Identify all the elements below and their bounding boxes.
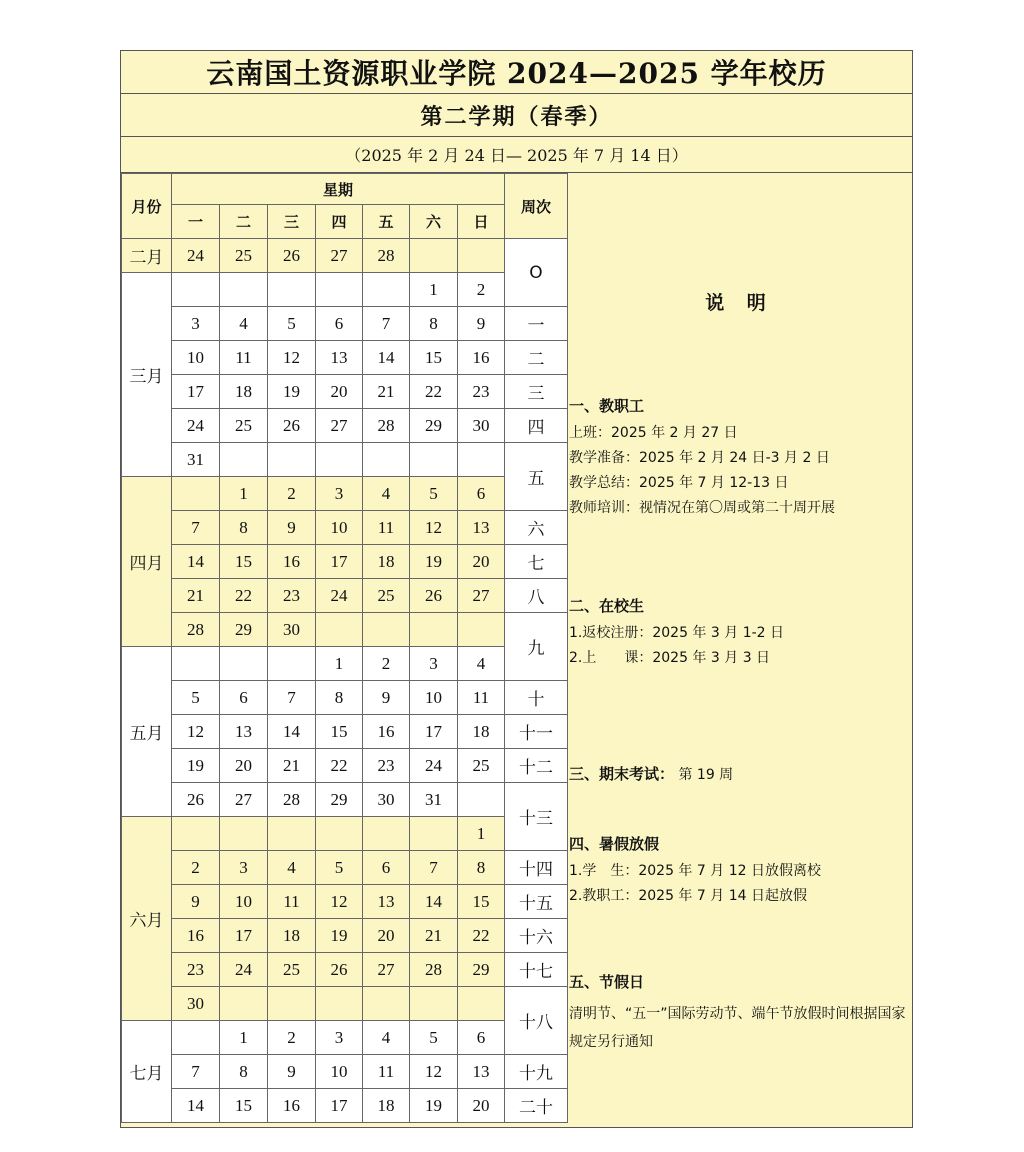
day-cell <box>363 987 410 1021</box>
day-cell: 12 <box>172 715 220 749</box>
day-cell: 7 <box>363 307 410 341</box>
day-cell: 19 <box>410 1089 458 1123</box>
day-cell: 14 <box>172 1089 220 1123</box>
notes-section-students <box>569 595 908 674</box>
document-title: 云南国土资源职业学院 2024—2025 学年校历 <box>206 57 827 90</box>
day-cell: 31 <box>410 783 458 817</box>
calendar-row <box>122 749 568 783</box>
day-cell: 11 <box>268 885 316 919</box>
note-line: 教学准备：2025 年 2 月 24 日-3 月 2 日 <box>569 450 830 466</box>
notes-panel <box>567 173 912 1127</box>
day-cell: 23 <box>363 749 410 783</box>
section-heading: 三、期末考试： <box>569 765 675 783</box>
day-cell <box>172 1021 220 1055</box>
day-cell <box>220 647 268 681</box>
day-cell <box>172 817 220 851</box>
day-cell: 8 <box>316 681 363 715</box>
day-cell: 11 <box>363 1055 410 1089</box>
calendar-row <box>122 477 568 511</box>
day-cell: 24 <box>410 749 458 783</box>
notes-section-summer <box>569 833 908 912</box>
week-number: 五 <box>505 443 568 511</box>
day-cell: 20 <box>458 1089 505 1123</box>
week-number: 八 <box>505 579 568 613</box>
day-cell: 29 <box>220 613 268 647</box>
month-label: 二月 <box>122 239 172 273</box>
day-cell: 30 <box>458 409 505 443</box>
day-cell <box>172 477 220 511</box>
day-cell: 25 <box>268 953 316 987</box>
day-cell <box>172 273 220 307</box>
day-cell <box>458 987 505 1021</box>
day-cell: 16 <box>458 341 505 375</box>
day-cell: 19 <box>410 545 458 579</box>
week-number: 四 <box>505 409 568 443</box>
day-cell: 9 <box>363 681 410 715</box>
section-heading: 二、在校生 <box>569 597 645 615</box>
day-cell: 28 <box>410 953 458 987</box>
day-cell <box>316 443 363 477</box>
day-cell: 11 <box>458 681 505 715</box>
calendar-row <box>122 545 568 579</box>
day-cell: 13 <box>458 1055 505 1089</box>
day-cell: 20 <box>316 375 363 409</box>
date-range-row <box>121 137 912 173</box>
calendar-row <box>122 1021 568 1055</box>
day-cell <box>458 613 505 647</box>
notes-section-holidays <box>569 971 908 1062</box>
day-cell <box>458 239 505 273</box>
day-cell: 16 <box>268 1089 316 1123</box>
day-cell: 4 <box>363 477 410 511</box>
calendar-row <box>122 817 568 851</box>
day-cell: 12 <box>268 341 316 375</box>
week-number: 七 <box>505 545 568 579</box>
week-number: 十三 <box>505 783 568 851</box>
day-cell: 30 <box>268 613 316 647</box>
day-cell: 18 <box>363 545 410 579</box>
day-cell <box>316 817 363 851</box>
day-cell: 26 <box>268 409 316 443</box>
day-cell: 28 <box>363 409 410 443</box>
weekday-label: 日 <box>458 205 505 239</box>
day-cell: 28 <box>268 783 316 817</box>
calendar-row <box>122 681 568 715</box>
month-label: 七月 <box>122 1021 172 1123</box>
calendar-row <box>122 443 568 477</box>
day-cell: 26 <box>268 239 316 273</box>
day-cell <box>220 817 268 851</box>
calendar-row <box>122 1089 568 1123</box>
day-cell <box>410 443 458 477</box>
weekday-label: 二 <box>220 205 268 239</box>
month-label: 三月 <box>122 273 172 477</box>
day-cell <box>316 613 363 647</box>
day-cell: 8 <box>220 511 268 545</box>
note-line: 教师培训：视情况在第〇周或第二十周开展 <box>569 500 835 516</box>
day-cell: 1 <box>220 1021 268 1055</box>
weekday-label: 三 <box>268 205 316 239</box>
week-number: 一 <box>505 307 568 341</box>
calendar-row <box>122 919 568 953</box>
day-cell: 30 <box>172 987 220 1021</box>
week-number: 六 <box>505 511 568 545</box>
day-cell: 14 <box>363 341 410 375</box>
day-cell: 3 <box>316 1021 363 1055</box>
day-cell: 27 <box>458 579 505 613</box>
day-cell: 17 <box>316 1089 363 1123</box>
day-cell: 19 <box>268 375 316 409</box>
day-cell: 2 <box>268 1021 316 1055</box>
note-line: 清明节、“五一”国际劳动节、端午节放假时间根据国家规定另行通知 <box>569 1006 906 1050</box>
day-cell: 9 <box>458 307 505 341</box>
day-cell: 23 <box>268 579 316 613</box>
notes-section-staff <box>569 395 908 524</box>
day-cell: 16 <box>363 715 410 749</box>
day-cell: 19 <box>172 749 220 783</box>
day-cell: 5 <box>172 681 220 715</box>
day-cell: 3 <box>220 851 268 885</box>
day-cell: 26 <box>172 783 220 817</box>
day-cell: 27 <box>363 953 410 987</box>
day-cell: 18 <box>268 919 316 953</box>
calendar-row <box>122 341 568 375</box>
day-cell: 6 <box>220 681 268 715</box>
day-cell: 17 <box>220 919 268 953</box>
day-cell: 12 <box>316 885 363 919</box>
week-number: 十九 <box>505 1055 568 1089</box>
calendar-table <box>121 173 568 1123</box>
day-cell: 10 <box>410 681 458 715</box>
day-cell: 5 <box>410 477 458 511</box>
day-cell: 29 <box>316 783 363 817</box>
day-cell: 2 <box>458 273 505 307</box>
day-cell <box>268 273 316 307</box>
week-number: 十一 <box>505 715 568 749</box>
day-cell: 2 <box>268 477 316 511</box>
day-cell: 20 <box>458 545 505 579</box>
day-cell: 6 <box>458 1021 505 1055</box>
day-cell: 4 <box>363 1021 410 1055</box>
notes-title: 说 明 <box>705 292 774 314</box>
day-cell: 10 <box>316 1055 363 1089</box>
week-number: 十七 <box>505 953 568 987</box>
day-cell: 5 <box>316 851 363 885</box>
day-cell: 10 <box>172 341 220 375</box>
day-cell <box>220 443 268 477</box>
exam-week: 第 19 周 <box>678 767 734 783</box>
day-cell: 7 <box>410 851 458 885</box>
term-row <box>121 94 912 137</box>
day-cell: 24 <box>172 239 220 273</box>
note-line: 2.上 课：2025 年 3 月 3 日 <box>569 650 771 666</box>
day-cell: 12 <box>410 511 458 545</box>
day-cell <box>363 443 410 477</box>
day-cell: 29 <box>410 409 458 443</box>
day-cell: 22 <box>458 919 505 953</box>
day-cell: 17 <box>316 545 363 579</box>
day-cell <box>363 273 410 307</box>
weekday-label: 四 <box>316 205 363 239</box>
day-cell: 19 <box>316 919 363 953</box>
day-cell: 3 <box>172 307 220 341</box>
calendar-row <box>122 1055 568 1089</box>
day-cell: 24 <box>316 579 363 613</box>
day-cell: 5 <box>268 307 316 341</box>
day-cell: 16 <box>268 545 316 579</box>
calendar-row <box>122 307 568 341</box>
note-line: 上班：2025 年 2 月 27 日 <box>569 425 738 441</box>
day-cell <box>268 817 316 851</box>
day-cell: 27 <box>316 409 363 443</box>
week-number: 十 <box>505 681 568 715</box>
week-number: 三 <box>505 375 568 409</box>
day-cell: 15 <box>410 341 458 375</box>
day-cell: 9 <box>172 885 220 919</box>
day-cell: 6 <box>316 307 363 341</box>
day-cell <box>172 647 220 681</box>
day-cell: 27 <box>316 239 363 273</box>
day-cell: 28 <box>172 613 220 647</box>
day-cell <box>410 987 458 1021</box>
day-cell: 13 <box>458 511 505 545</box>
week-number: 二 <box>505 341 568 375</box>
day-cell: 31 <box>172 443 220 477</box>
day-cell: 8 <box>458 851 505 885</box>
day-cell: 29 <box>458 953 505 987</box>
day-cell: 6 <box>458 477 505 511</box>
weekday-label: 五 <box>363 205 410 239</box>
day-cell: 17 <box>172 375 220 409</box>
day-cell: 7 <box>172 1055 220 1089</box>
day-cell: 14 <box>268 715 316 749</box>
calendar-row <box>122 579 568 613</box>
date-range: （2025 年 2 月 24 日— 2025 年 7 月 14 日） <box>345 146 688 165</box>
day-cell: 30 <box>363 783 410 817</box>
day-cell: 11 <box>220 341 268 375</box>
day-cell <box>410 817 458 851</box>
calendar-row <box>122 409 568 443</box>
day-cell: 9 <box>268 511 316 545</box>
note-line: 1.返校注册：2025 年 3 月 1-2 日 <box>569 625 785 641</box>
day-cell <box>410 239 458 273</box>
day-cell: 25 <box>458 749 505 783</box>
note-line: 2.教职工：2025 年 7 月 14 日起放假 <box>569 888 807 904</box>
week-number: 十五 <box>505 885 568 919</box>
day-cell: 3 <box>410 647 458 681</box>
week-number: 十二 <box>505 749 568 783</box>
day-cell <box>363 613 410 647</box>
day-cell: 7 <box>172 511 220 545</box>
calendar-row <box>122 613 568 647</box>
day-cell: 3 <box>316 477 363 511</box>
header-week: 周次 <box>505 174 568 239</box>
day-cell: 21 <box>268 749 316 783</box>
day-cell <box>458 443 505 477</box>
calendar-row <box>122 783 568 817</box>
day-cell: 26 <box>316 953 363 987</box>
calendar-row <box>122 647 568 681</box>
day-cell: 14 <box>172 545 220 579</box>
day-cell <box>316 987 363 1021</box>
day-cell: 1 <box>316 647 363 681</box>
weekday-label: 六 <box>410 205 458 239</box>
day-cell: 2 <box>363 647 410 681</box>
calendar-row <box>122 953 568 987</box>
note-line: 教学总结：2025 年 7 月 12-13 日 <box>569 475 789 491</box>
header-month: 月份 <box>122 174 172 239</box>
day-cell: 17 <box>410 715 458 749</box>
calendar-row <box>122 885 568 919</box>
month-label: 六月 <box>122 817 172 1021</box>
section-heading: 一、教职工 <box>569 397 645 415</box>
calendar-row <box>122 239 568 273</box>
calendar-row <box>122 987 568 1021</box>
header-weekday: 星期 <box>172 174 505 205</box>
day-cell: 1 <box>410 273 458 307</box>
day-cell: 18 <box>220 375 268 409</box>
day-cell: 18 <box>458 715 505 749</box>
day-cell: 21 <box>172 579 220 613</box>
day-cell: 15 <box>220 1089 268 1123</box>
day-cell: 6 <box>363 851 410 885</box>
notes-section-exams <box>569 763 908 784</box>
calendar-row <box>122 851 568 885</box>
month-label: 五月 <box>122 647 172 817</box>
day-cell: 15 <box>316 715 363 749</box>
day-cell: 28 <box>363 239 410 273</box>
day-cell: 10 <box>220 885 268 919</box>
week-number: 二十 <box>505 1089 568 1123</box>
day-cell: 25 <box>220 239 268 273</box>
day-cell: 8 <box>410 307 458 341</box>
day-cell: 23 <box>458 375 505 409</box>
day-cell: 22 <box>410 375 458 409</box>
day-cell: 22 <box>220 579 268 613</box>
day-cell: 24 <box>220 953 268 987</box>
day-cell: 18 <box>363 1089 410 1123</box>
day-cell: 26 <box>410 579 458 613</box>
day-cell <box>363 817 410 851</box>
day-cell: 27 <box>220 783 268 817</box>
day-cell: 8 <box>220 1055 268 1089</box>
day-cell: 20 <box>220 749 268 783</box>
day-cell: 21 <box>410 919 458 953</box>
calendar-row <box>122 511 568 545</box>
day-cell <box>220 273 268 307</box>
month-label: 四月 <box>122 477 172 647</box>
day-cell <box>268 987 316 1021</box>
week-number: 十六 <box>505 919 568 953</box>
day-cell: 20 <box>363 919 410 953</box>
day-cell: 13 <box>220 715 268 749</box>
term-label: 第二学期（春季） <box>420 104 613 130</box>
day-cell: 16 <box>172 919 220 953</box>
day-cell <box>268 443 316 477</box>
school-calendar-document <box>120 50 913 1128</box>
day-cell: 2 <box>172 851 220 885</box>
day-cell: 7 <box>268 681 316 715</box>
day-cell: 13 <box>363 885 410 919</box>
calendar-row <box>122 715 568 749</box>
calendar-row <box>122 375 568 409</box>
day-cell: 4 <box>268 851 316 885</box>
day-cell: 1 <box>220 477 268 511</box>
note-line: 1.学 生：2025 年 7 月 12 日放假离校 <box>569 863 821 879</box>
day-cell: 24 <box>172 409 220 443</box>
day-cell: 25 <box>220 409 268 443</box>
day-cell: 25 <box>363 579 410 613</box>
day-cell: 10 <box>316 511 363 545</box>
day-cell: 9 <box>268 1055 316 1089</box>
day-cell: 4 <box>220 307 268 341</box>
day-cell: 15 <box>220 545 268 579</box>
week-number: O <box>505 239 568 307</box>
day-cell <box>458 783 505 817</box>
title-row <box>121 51 912 94</box>
week-number: 九 <box>505 613 568 681</box>
section-heading: 五、节假日 <box>569 973 645 991</box>
day-cell: 4 <box>458 647 505 681</box>
day-cell: 12 <box>410 1055 458 1089</box>
day-cell <box>410 613 458 647</box>
day-cell: 11 <box>363 511 410 545</box>
day-cell <box>316 273 363 307</box>
week-number: 十四 <box>505 851 568 885</box>
day-cell <box>220 987 268 1021</box>
day-cell: 5 <box>410 1021 458 1055</box>
day-cell: 22 <box>316 749 363 783</box>
day-cell <box>268 647 316 681</box>
day-cell: 23 <box>172 953 220 987</box>
day-cell: 13 <box>316 341 363 375</box>
week-number: 十八 <box>505 987 568 1055</box>
day-cell: 15 <box>458 885 505 919</box>
section-heading: 四、暑假放假 <box>569 835 660 853</box>
weekday-label: 一 <box>172 205 220 239</box>
day-cell: 14 <box>410 885 458 919</box>
day-cell: 1 <box>458 817 505 851</box>
calendar-row <box>122 273 568 307</box>
day-cell: 21 <box>363 375 410 409</box>
